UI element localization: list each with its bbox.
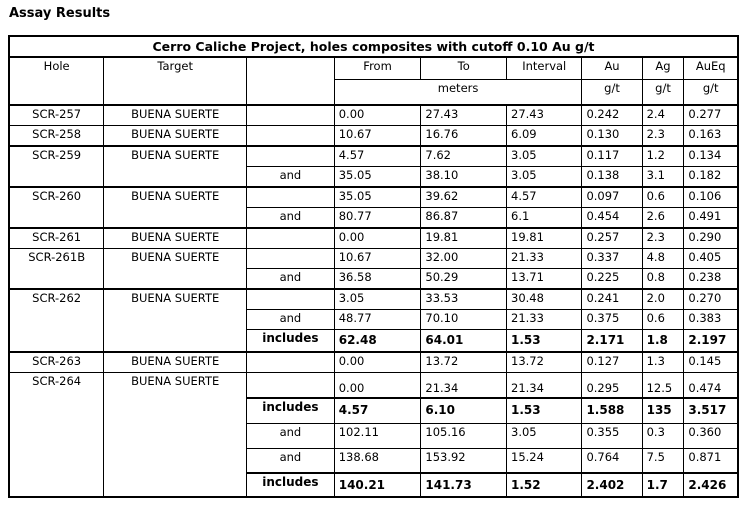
from-value: 138.68: [334, 448, 421, 473]
aueq-value: 3.517: [684, 398, 738, 423]
hole-id: SCR-258: [9, 126, 104, 147]
from-value: 80.77: [334, 208, 421, 229]
to-value: 32.00: [421, 249, 507, 269]
au-value: 0.295: [582, 372, 642, 398]
au-value: 0.764: [582, 448, 642, 473]
header-aueq: AuEq: [684, 57, 738, 79]
from-value: 0.00: [334, 105, 421, 126]
au-value: 0.257: [582, 228, 642, 249]
from-value: 0.00: [334, 228, 421, 249]
table-row: [9, 228, 738, 249]
table-row: [9, 289, 738, 310]
interval-value: 15.24: [507, 448, 582, 473]
to-value: 64.01: [421, 330, 507, 352]
aueq-value: 0.474: [684, 372, 738, 398]
interval-value: 4.57: [507, 187, 582, 208]
header-hole: Hole: [9, 57, 104, 105]
au-value: 0.337: [582, 249, 642, 269]
target-name: BUENA SUERTE: [104, 105, 247, 126]
aueq-value: 2.197: [684, 330, 738, 352]
hole-id: SCR-259: [9, 146, 104, 187]
to-value: 6.10: [421, 398, 507, 423]
target-name: BUENA SUERTE: [104, 289, 247, 352]
ag-value: 1.2: [642, 146, 684, 167]
au-value: 0.127: [582, 352, 642, 373]
ag-value: 0.3: [642, 423, 684, 448]
ag-value: 3.1: [642, 167, 684, 188]
aueq-value: 0.270: [684, 289, 738, 310]
interval-value: 13.72: [507, 352, 582, 373]
aueq-value: 0.238: [684, 269, 738, 290]
interval-qualifier: [247, 372, 335, 398]
aueq-value: 0.491: [684, 208, 738, 229]
aueq-value: 0.383: [684, 310, 738, 330]
aueq-value: 0.277: [684, 105, 738, 126]
from-value: 10.67: [334, 249, 421, 269]
ag-value: 2.6: [642, 208, 684, 229]
hole-id: SCR-263: [9, 352, 104, 373]
aueq-value: 0.290: [684, 228, 738, 249]
target-name: BUENA SUERTE: [104, 372, 247, 497]
interval-qualifier: [247, 352, 335, 373]
header-from: From: [334, 57, 421, 79]
interval-value: 13.71: [507, 269, 582, 290]
aueq-value: 0.134: [684, 146, 738, 167]
interval-qualifier: [247, 187, 335, 208]
interval-qualifier: [247, 126, 335, 147]
aueq-value: 0.360: [684, 423, 738, 448]
interval-value: 6.09: [507, 126, 582, 147]
page-title: Assay Results: [9, 6, 111, 21]
to-value: 141.73: [421, 473, 507, 497]
from-value: 48.77: [334, 310, 421, 330]
au-value: 0.242: [582, 105, 642, 126]
header-ag-unit: g/t: [642, 79, 684, 105]
target-name: BUENA SUERTE: [104, 146, 247, 187]
target-name: BUENA SUERTE: [104, 228, 247, 249]
to-value: 21.34: [421, 372, 507, 398]
from-value: 35.05: [334, 187, 421, 208]
from-value: 102.11: [334, 423, 421, 448]
ag-value: 1.7: [642, 473, 684, 497]
interval-qualifier: [247, 228, 335, 249]
interval-value: 3.05: [507, 146, 582, 167]
interval-value: 21.33: [507, 249, 582, 269]
ag-value: 135: [642, 398, 684, 423]
header-target: Target: [104, 57, 247, 105]
au-value: 2.171: [582, 330, 642, 352]
target-name: BUENA SUERTE: [104, 352, 247, 373]
interval-qualifier: [247, 249, 335, 269]
ag-value: 2.3: [642, 126, 684, 147]
hole-id: SCR-260: [9, 187, 104, 228]
to-value: 13.72: [421, 352, 507, 373]
from-value: 35.05: [334, 167, 421, 188]
from-value: 140.21: [334, 473, 421, 497]
ag-value: 2.3: [642, 228, 684, 249]
aueq-value: 2.426: [684, 473, 738, 497]
to-value: 86.87: [421, 208, 507, 229]
ag-value: 2.0: [642, 289, 684, 310]
hole-id: SCR-262: [9, 289, 104, 352]
to-value: 38.10: [421, 167, 507, 188]
interval-value: 30.48: [507, 289, 582, 310]
to-value: 27.43: [421, 105, 507, 126]
table-row: [9, 146, 738, 167]
target-name: BUENA SUERTE: [104, 126, 247, 147]
interval-value: 1.52: [507, 473, 582, 497]
interval-qualifier: [247, 105, 335, 126]
aueq-value: 0.405: [684, 249, 738, 269]
header-to: To: [421, 57, 507, 79]
table-caption: Cerro Caliche Project, holes composites with cutoff 0.10 Au g/t: [9, 36, 738, 57]
interval-value: 19.81: [507, 228, 582, 249]
from-value: 10.67: [334, 126, 421, 147]
aueq-value: 0.871: [684, 448, 738, 473]
table-body: [9, 105, 738, 497]
au-value: 0.138: [582, 167, 642, 188]
table-row: [9, 126, 738, 147]
interval-qualifier: and: [247, 448, 335, 473]
hole-id: SCR-261B: [9, 249, 104, 290]
interval-value: 27.43: [507, 105, 582, 126]
target-name: BUENA SUERTE: [104, 187, 247, 228]
table-row: [9, 249, 738, 269]
interval-qualifier: and: [247, 208, 335, 229]
from-value: 0.00: [334, 372, 421, 398]
header-ag: Ag: [642, 57, 684, 79]
au-value: 0.225: [582, 269, 642, 290]
from-value: 0.00: [334, 352, 421, 373]
from-value: 3.05: [334, 289, 421, 310]
interval-value: 21.33: [507, 310, 582, 330]
from-value: 36.58: [334, 269, 421, 290]
header-au-unit: g/t: [582, 79, 642, 105]
to-value: 70.10: [421, 310, 507, 330]
au-value: 0.454: [582, 208, 642, 229]
header-interval: Interval: [507, 57, 582, 79]
interval-qualifier: includes: [247, 330, 335, 352]
from-value: 4.57: [334, 146, 421, 167]
table-row: [9, 352, 738, 373]
to-value: 7.62: [421, 146, 507, 167]
to-value: 50.29: [421, 269, 507, 290]
interval-qualifier: includes: [247, 473, 335, 497]
interval-value: 1.53: [507, 398, 582, 423]
interval-qualifier: [247, 289, 335, 310]
interval-value: 21.34: [507, 372, 582, 398]
ag-value: 1.3: [642, 352, 684, 373]
ag-value: 0.6: [642, 187, 684, 208]
au-value: 0.097: [582, 187, 642, 208]
ag-value: 12.5: [642, 372, 684, 398]
ag-value: 2.4: [642, 105, 684, 126]
target-name: BUENA SUERTE: [104, 249, 247, 290]
ag-value: 7.5: [642, 448, 684, 473]
ag-value: 0.6: [642, 310, 684, 330]
to-value: 153.92: [421, 448, 507, 473]
ag-value: 4.8: [642, 249, 684, 269]
header-aueq-unit: g/t: [684, 79, 738, 105]
table-row: [9, 105, 738, 126]
to-value: 19.81: [421, 228, 507, 249]
assay-table: [8, 35, 739, 498]
interval-qualifier: and: [247, 269, 335, 290]
au-value: 0.375: [582, 310, 642, 330]
interval-qualifier: [247, 146, 335, 167]
interval-qualifier: and: [247, 167, 335, 188]
au-value: 0.355: [582, 423, 642, 448]
interval-value: 3.05: [507, 423, 582, 448]
to-value: 105.16: [421, 423, 507, 448]
table-row: [9, 187, 738, 208]
to-value: 16.76: [421, 126, 507, 147]
hole-id: SCR-261: [9, 228, 104, 249]
ag-value: 1.8: [642, 330, 684, 352]
hole-id: SCR-264: [9, 372, 104, 497]
to-value: 33.53: [421, 289, 507, 310]
header-meters: meters: [334, 79, 582, 105]
from-value: 62.48: [334, 330, 421, 352]
interval-qualifier: and: [247, 310, 335, 330]
aueq-value: 0.106: [684, 187, 738, 208]
interval-value: 3.05: [507, 167, 582, 188]
table-row: [9, 372, 738, 398]
aueq-value: 0.163: [684, 126, 738, 147]
au-value: 0.117: [582, 146, 642, 167]
to-value: 39.62: [421, 187, 507, 208]
hole-id: SCR-257: [9, 105, 104, 126]
ag-value: 0.8: [642, 269, 684, 290]
header-qualifier: [247, 57, 335, 105]
from-value: 4.57: [334, 398, 421, 423]
header-au: Au: [582, 57, 642, 79]
interval-qualifier: includes: [247, 398, 335, 423]
au-value: 0.241: [582, 289, 642, 310]
interval-value: 1.53: [507, 330, 582, 352]
interval-value: 6.1: [507, 208, 582, 229]
au-value: 1.588: [582, 398, 642, 423]
au-value: 0.130: [582, 126, 642, 147]
interval-qualifier: and: [247, 423, 335, 448]
aueq-value: 0.145: [684, 352, 738, 373]
aueq-value: 0.182: [684, 167, 738, 188]
au-value: 2.402: [582, 473, 642, 497]
